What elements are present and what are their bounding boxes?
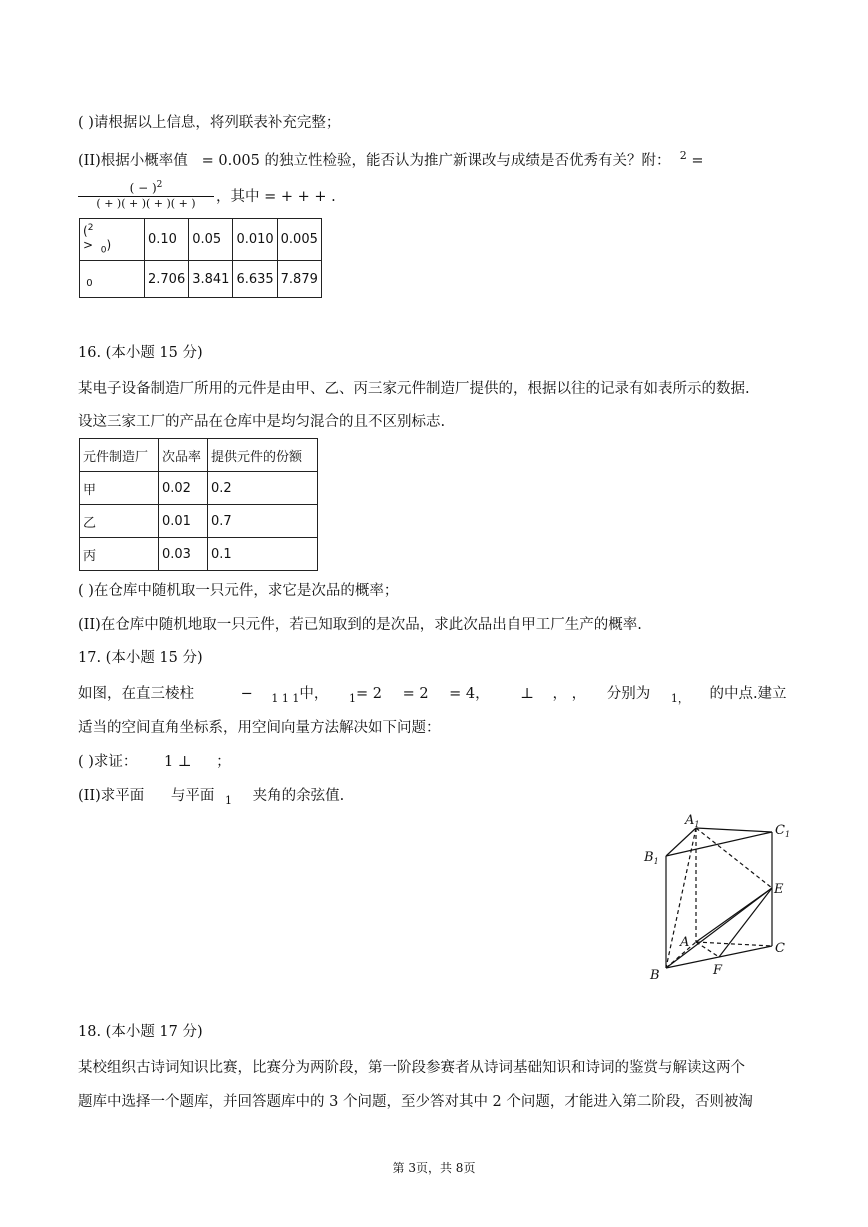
table-header: 提供元件的份额	[208, 439, 318, 472]
q15-h2-sub: 0	[86, 277, 93, 289]
table-cell: 0.7	[208, 505, 318, 538]
q17-p1	[78, 684, 787, 709]
q17-p1-j: ， ，	[552, 686, 587, 702]
q15-frac-num: ( − )	[129, 181, 157, 195]
q18-p1: 某校组织古诗词知识比赛，比赛分为两阶段，第一阶段参赛者从诗词基础知识和诗词的鉴赏与解读这两个	[78, 1060, 745, 1076]
table-cell: 0.010	[233, 219, 277, 261]
q17-p1-l: 1，	[670, 691, 689, 705]
table-cell: 0.1	[208, 538, 318, 571]
label-f: F	[713, 963, 723, 978]
table-cell: 0.02	[159, 472, 208, 505]
prism-figure	[638, 806, 798, 986]
q16-title: 16. (本小题 15 分)	[78, 345, 203, 361]
line-ae	[696, 888, 772, 942]
q16-supplier-table	[79, 438, 318, 571]
q15-part2-a: (II)根据小概率值	[78, 152, 188, 169]
q18-p2: 题库中选择一个题库，并回答题库中的 3 个问题，至少答对其中 2 个问题，才能进入第二阶段，否则被淘	[78, 1094, 753, 1110]
q17-title: 17. (本小题 15 分)	[78, 650, 203, 666]
q15-part2	[78, 146, 703, 171]
q15-h1-gt: >	[83, 238, 94, 253]
q15-h1-open: (	[83, 224, 88, 239]
q17-part1-c: ；	[216, 754, 231, 770]
edge-ac	[696, 942, 772, 946]
table-cell: 7.879	[277, 261, 321, 298]
table-header: 元件制造厂	[80, 439, 159, 472]
q15-critical-table	[79, 218, 322, 298]
label-b: B	[650, 968, 660, 983]
q15-part1: ( )请根据以上信息，将列联表补充完整；	[78, 115, 341, 131]
page-footer: 第 3页，共 8页	[392, 1161, 476, 1175]
q17-part1-b: 1 ⊥	[164, 754, 192, 770]
table-cell: 3.841	[189, 261, 233, 298]
q17-p1-h: = 4，	[449, 686, 490, 702]
edge-a1c1	[696, 828, 772, 832]
q17-p1-b: −	[240, 686, 253, 702]
table-cell: 丙	[80, 538, 159, 571]
q17-p1-i: ⊥	[520, 686, 534, 702]
q15-table-header2	[80, 261, 145, 298]
q15-chi-sup: 2	[679, 149, 687, 162]
q17-part2-b: 与平面	[170, 788, 215, 804]
q17-p1-g: = 2	[402, 686, 429, 702]
table-cell: 0.10	[145, 219, 189, 261]
q17-part1-a: ( )求证：	[78, 754, 138, 770]
q17-part2	[78, 786, 344, 811]
table-row	[80, 505, 318, 538]
q15-fraction	[78, 178, 214, 211]
table-row	[80, 472, 318, 505]
q17-part2-d: 夹角的余弦值.	[252, 788, 345, 804]
q17-p1-k: 分别为	[606, 686, 651, 702]
table-cell: 0.05	[189, 219, 233, 261]
table-cell: 2.706	[145, 261, 189, 298]
q15-part2-b: = 0.005 的独立性检验，能否认为推广新课改与成绩是否优秀有关？附：	[201, 152, 671, 169]
q15-h1-sup: 2	[87, 223, 94, 234]
q15-frac-den: ( + )( + )( + )( + )	[96, 197, 196, 210]
q15-h1-close: )	[106, 238, 112, 253]
q16-part1: ( )在仓库中随机取一只元件，求它是次品的概率；	[78, 583, 399, 599]
table-cell: 甲	[80, 472, 159, 505]
label-b1: $B_1$	[644, 850, 659, 866]
q15-eq: =	[691, 152, 704, 169]
label-c1: $C_1$	[775, 823, 791, 839]
q17-p1-e: 1	[348, 691, 356, 705]
label-e: E	[774, 882, 784, 897]
line-a1e	[696, 828, 772, 888]
line-af	[696, 942, 719, 957]
q16-p2: 设这三家工厂的产品在仓库中是均匀混合的且不区别标志.	[78, 414, 446, 430]
q15-frac-num-sup: 2	[156, 180, 163, 190]
edge-b1c1	[666, 832, 772, 856]
label-a: A	[680, 935, 690, 950]
table-cell: 0.2	[208, 472, 318, 505]
q17-p1-a: 如图，在直三棱柱	[78, 686, 194, 702]
q16-p1: 某电子设备制造厂所用的元件是由甲、乙、丙三家元件制造厂提供的，根据以往的记录有如表所示的数据.	[78, 381, 750, 397]
q15-frac-tail: ，其中 = + + + .	[216, 189, 336, 205]
table-header: 次品率	[159, 439, 208, 472]
q15-table-header1	[80, 219, 145, 261]
q16-part2: (II)在仓库中随机地取一只元件，若已知取到的是次品，求此次品出自甲工厂生产的概率.	[78, 617, 642, 633]
q15-h1-sub: 0	[100, 245, 107, 256]
label-c: C	[775, 941, 785, 956]
q17-part2-c: 1	[225, 793, 232, 807]
q17-part1	[78, 752, 231, 772]
q18-title: 18. (本小题 17 分)	[78, 1024, 203, 1040]
table-cell: 6.635	[233, 261, 277, 298]
q17-p1-d: 中，	[299, 686, 329, 702]
q17-p1-c: 1 1 1	[271, 691, 300, 705]
table-cell: 乙	[80, 505, 159, 538]
table-cell: 0.005	[277, 219, 321, 261]
label-a1: $A_1$	[685, 813, 700, 829]
q17-p1-f: = 2	[355, 686, 382, 702]
table-row	[80, 538, 318, 571]
q17-part2-a: (II)求平面	[78, 788, 145, 804]
q17-p1-m: 的中点.建立	[709, 686, 787, 702]
table-cell: 0.03	[159, 538, 208, 571]
table-cell: 0.01	[159, 505, 208, 538]
q17-p2: 适当的空间直角坐标系，用空间向量方法解决如下问题：	[78, 720, 441, 736]
